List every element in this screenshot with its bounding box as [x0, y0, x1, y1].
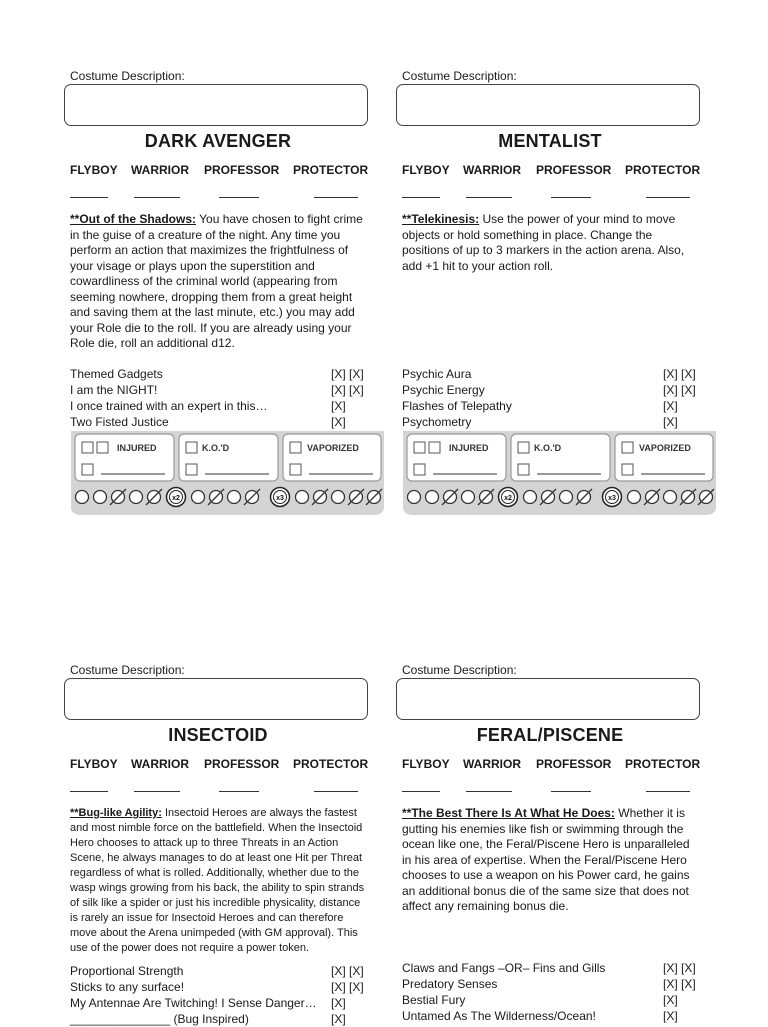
power-row — [70, 382, 370, 398]
damage-pip[interactable] — [94, 491, 107, 504]
power-item-name: I am the NIGHT! — [70, 383, 158, 397]
flyboy-die-blank[interactable] — [70, 187, 108, 198]
professor-die-blank[interactable] — [219, 781, 259, 792]
vaporized-checkbox-1[interactable] — [622, 442, 633, 453]
role-flyboy: FLYBOY — [70, 757, 118, 771]
multiplier-label: x2 — [172, 495, 180, 502]
damage-pip[interactable] — [192, 491, 205, 504]
professor-die-blank[interactable] — [551, 781, 591, 792]
protector-die-blank[interactable] — [314, 781, 358, 792]
injured-checkbox-1[interactable] — [82, 442, 93, 453]
power-text: You have chosen to fight crime in the guise of a creature of the night. Any time you perform an action that maximizes the frightfulness of your visage or plays upon the superstition and cowardliness of the criminal world (appearing from seeming nowhere, dropping them from a great height and saving them at the last minute, etc.) you may add your Role die to the roll. If you are already using your Role die, roll an additional d12. — [70, 212, 363, 350]
protector-die-blank[interactable] — [646, 187, 690, 198]
power-item-name: Themed Gadgets — [70, 367, 163, 381]
kod-checkbox-1[interactable] — [186, 442, 197, 453]
power-item-name: Sticks to any surface! — [70, 980, 185, 994]
card-title: MENTALIST — [498, 131, 602, 151]
power-row — [402, 398, 702, 414]
power-name: **The Best There Is At What He Does: — [402, 806, 615, 820]
role-protector: PROTECTOR — [293, 163, 369, 177]
power-list — [70, 963, 370, 1027]
power-item-mark[interactable]: [X] — [663, 415, 678, 429]
costume-description-field[interactable] — [396, 678, 700, 720]
damage-pip[interactable] — [228, 491, 241, 504]
card-title: INSECTOID — [168, 725, 268, 745]
role-professor: PROFESSOR — [536, 757, 612, 771]
power-row — [70, 366, 370, 382]
multiplier-label: x2 — [504, 495, 512, 502]
power-list — [402, 366, 702, 430]
card-title: DARK AVENGER — [144, 131, 292, 151]
damage-pip[interactable] — [426, 491, 439, 504]
damage-pip[interactable] — [408, 491, 421, 504]
damage-pip[interactable] — [664, 491, 677, 504]
damage-pip[interactable] — [462, 491, 475, 504]
power-row — [402, 960, 702, 976]
role-protector: PROTECTOR — [625, 757, 701, 771]
protector-die-blank[interactable] — [646, 781, 690, 792]
injured-label: INJURED — [117, 443, 157, 453]
power-row — [70, 995, 370, 1011]
role-warrior: WARRIOR — [131, 757, 189, 771]
warrior-die-blank[interactable] — [134, 781, 180, 792]
power-row — [402, 992, 702, 1008]
vaporized-checkbox-1[interactable] — [290, 442, 301, 453]
kod-label: K.O.'D — [534, 443, 562, 453]
damage-pip[interactable] — [332, 491, 345, 504]
power-item-mark[interactable]: [X] [X] — [331, 964, 364, 978]
costume-label: Costume Description: — [70, 69, 185, 83]
damage-pip[interactable] — [76, 491, 89, 504]
injured-checkbox-3[interactable] — [414, 464, 425, 475]
power-text: Use the power of your mind to move objects or hold something in place. Change the positions of up to 3 markers in the action arena. Also, add +1 hit to your action roll. — [402, 212, 685, 273]
power-item-mark[interactable]: [X] — [331, 996, 346, 1010]
role-die-blanks — [70, 781, 370, 793]
damage-tracker — [403, 431, 716, 515]
power-item-mark[interactable]: [X] [X] — [663, 383, 696, 397]
flyboy-die-blank[interactable] — [402, 781, 440, 792]
costume-description-field[interactable] — [64, 678, 368, 720]
damage-pip[interactable] — [524, 491, 537, 504]
power-row — [70, 979, 370, 995]
power-item-mark[interactable]: [X] — [331, 399, 346, 413]
injured-checkbox-3[interactable] — [82, 464, 93, 475]
role-warrior: WARRIOR — [131, 163, 189, 177]
flyboy-die-blank[interactable] — [70, 781, 108, 792]
vaporized-label: VAPORIZED — [307, 443, 359, 453]
power-list — [70, 366, 370, 430]
role-die-blanks — [402, 187, 702, 199]
power-item-mark[interactable]: [X] — [663, 399, 678, 413]
role-warrior: WARRIOR — [463, 757, 521, 771]
multiplier-label: x3 — [276, 495, 284, 502]
power-row — [70, 398, 370, 414]
role-professor: PROFESSOR — [536, 163, 612, 177]
power-item-name: Bestial Fury — [402, 993, 466, 1007]
power-item-mark[interactable]: [X] [X] — [331, 980, 364, 994]
kod-checkbox-2[interactable] — [518, 464, 529, 475]
costume-description-field[interactable] — [396, 84, 700, 126]
role-professor: PROFESSOR — [204, 163, 280, 177]
power-item-mark[interactable]: [X] [X] — [663, 961, 696, 975]
vaporized-checkbox-2[interactable] — [290, 464, 301, 475]
flyboy-die-blank[interactable] — [402, 187, 440, 198]
role-protector: PROTECTOR — [625, 163, 701, 177]
power-row — [402, 414, 702, 430]
kod-label: K.O.'D — [202, 443, 230, 453]
multiplier-label: x3 — [608, 495, 616, 502]
protector-die-blank[interactable] — [314, 187, 358, 198]
power-description — [402, 806, 700, 915]
power-item-name: Flashes of Telepathy — [402, 399, 512, 413]
power-row — [402, 366, 702, 382]
injured-checkbox-2[interactable] — [429, 442, 440, 453]
role-flyboy: FLYBOY — [402, 757, 450, 771]
damage-pip[interactable] — [130, 491, 143, 504]
damage-pip[interactable] — [628, 491, 641, 504]
power-item-name: Predatory Senses — [402, 977, 498, 991]
power-name: **Out of the Shadows: — [70, 212, 196, 226]
power-text: Insectoid Heroes are always the fastest and most nimble force on the battlefield. When the Insectoid Hero chooses to attack up to three Threats in an Action Scene, he always manages to do at least one Hit per Threat regardless of what is rolled. Additionally, whether due to the wasp wings growing from his back, the ability to spin strands of silk like a spider or just his incredible physicality, distance is rarely an issue for Insectoid Heroes and can therefore move about the Arena unimpeded (with GM approval). This use of the power does not require a power token. — [70, 807, 365, 954]
role-warrior: WARRIOR — [463, 163, 521, 177]
power-row — [402, 976, 702, 992]
power-description — [70, 212, 368, 352]
power-item-mark[interactable]: [X] — [663, 993, 678, 1007]
power-item-name: Psychometry — [402, 415, 472, 429]
power-item-mark[interactable]: [X] — [331, 415, 346, 429]
role-die-blanks — [70, 187, 370, 199]
damage-pip[interactable] — [296, 491, 309, 504]
power-item-name: _______________ (Bug Inspired) — [70, 1012, 249, 1026]
power-item-name: Psychic Aura — [402, 367, 472, 381]
damage-tracker-graphic — [403, 431, 716, 515]
power-row — [402, 382, 702, 398]
power-item-mark[interactable]: [X] [X] — [663, 977, 696, 991]
role-flyboy: FLYBOY — [70, 163, 118, 177]
vaporized-label: VAPORIZED — [639, 443, 691, 453]
power-item-name: Proportional Strength — [70, 964, 184, 978]
role-die-blanks — [402, 781, 702, 793]
power-item-name: My Antennae Are Twitching! I Sense Danger… — [70, 996, 317, 1010]
role-protector: PROTECTOR — [293, 757, 369, 771]
injured-checkbox-1[interactable] — [414, 442, 425, 453]
professor-die-blank[interactable] — [551, 187, 591, 198]
power-description — [402, 212, 700, 274]
power-description — [70, 806, 368, 956]
damage-pip[interactable] — [560, 491, 573, 504]
role-professor: PROFESSOR — [204, 757, 280, 771]
warrior-die-blank[interactable] — [466, 781, 512, 792]
costume-label: Costume Description: — [402, 663, 517, 677]
professor-die-blank[interactable] — [219, 187, 259, 198]
power-item-mark[interactable]: [X] — [331, 1012, 346, 1026]
power-row — [402, 1008, 702, 1024]
power-item-mark[interactable]: [X] — [663, 1009, 678, 1023]
power-row — [70, 414, 370, 430]
warrior-die-blank[interactable] — [466, 187, 512, 198]
power-item-mark[interactable]: [X] [X] — [331, 367, 364, 381]
costume-label: Costume Description: — [70, 663, 185, 677]
injured-label: INJURED — [449, 443, 489, 453]
power-item-mark[interactable]: [X] [X] — [663, 367, 696, 381]
costume-description-field[interactable] — [64, 84, 368, 126]
power-text: Whether it is gutting his enemies like fish or swimming through the ocean like one, the Feral/Piscene Hero is unparalleled in his area of expertise. When the Feral/Piscene Hero chooses to use a weapon on his Power card, he gains an additional bonus die of the same size that does not affect any remaining bonus die. — [402, 806, 690, 913]
power-name: **Bug-like Agility: — [70, 807, 162, 819]
kod-checkbox-2[interactable] — [186, 464, 197, 475]
card-title: FERAL/PISCENE — [476, 725, 624, 745]
power-item-name: Two Fisted Justice — [70, 415, 169, 429]
costume-label: Costume Description: — [402, 69, 517, 83]
damage-tracker-graphic — [71, 431, 384, 515]
power-item-name: I once trained with an expert in this… — [70, 399, 268, 413]
injured-checkbox-2[interactable] — [97, 442, 108, 453]
power-item-name: Psychic Energy — [402, 383, 485, 397]
power-list — [402, 960, 702, 1024]
power-row — [70, 963, 370, 979]
power-item-name: Untamed As The Wilderness/Ocean! — [402, 1009, 596, 1023]
kod-checkbox-1[interactable] — [518, 442, 529, 453]
vaporized-checkbox-2[interactable] — [622, 464, 633, 475]
power-row — [70, 1011, 370, 1027]
warrior-die-blank[interactable] — [134, 187, 180, 198]
power-item-mark[interactable]: [X] [X] — [331, 383, 364, 397]
power-name: **Telekinesis: — [402, 212, 480, 226]
power-item-name: Claws and Fangs –OR– Fins and Gills — [402, 961, 606, 975]
damage-tracker — [71, 431, 384, 515]
role-flyboy: FLYBOY — [402, 163, 450, 177]
